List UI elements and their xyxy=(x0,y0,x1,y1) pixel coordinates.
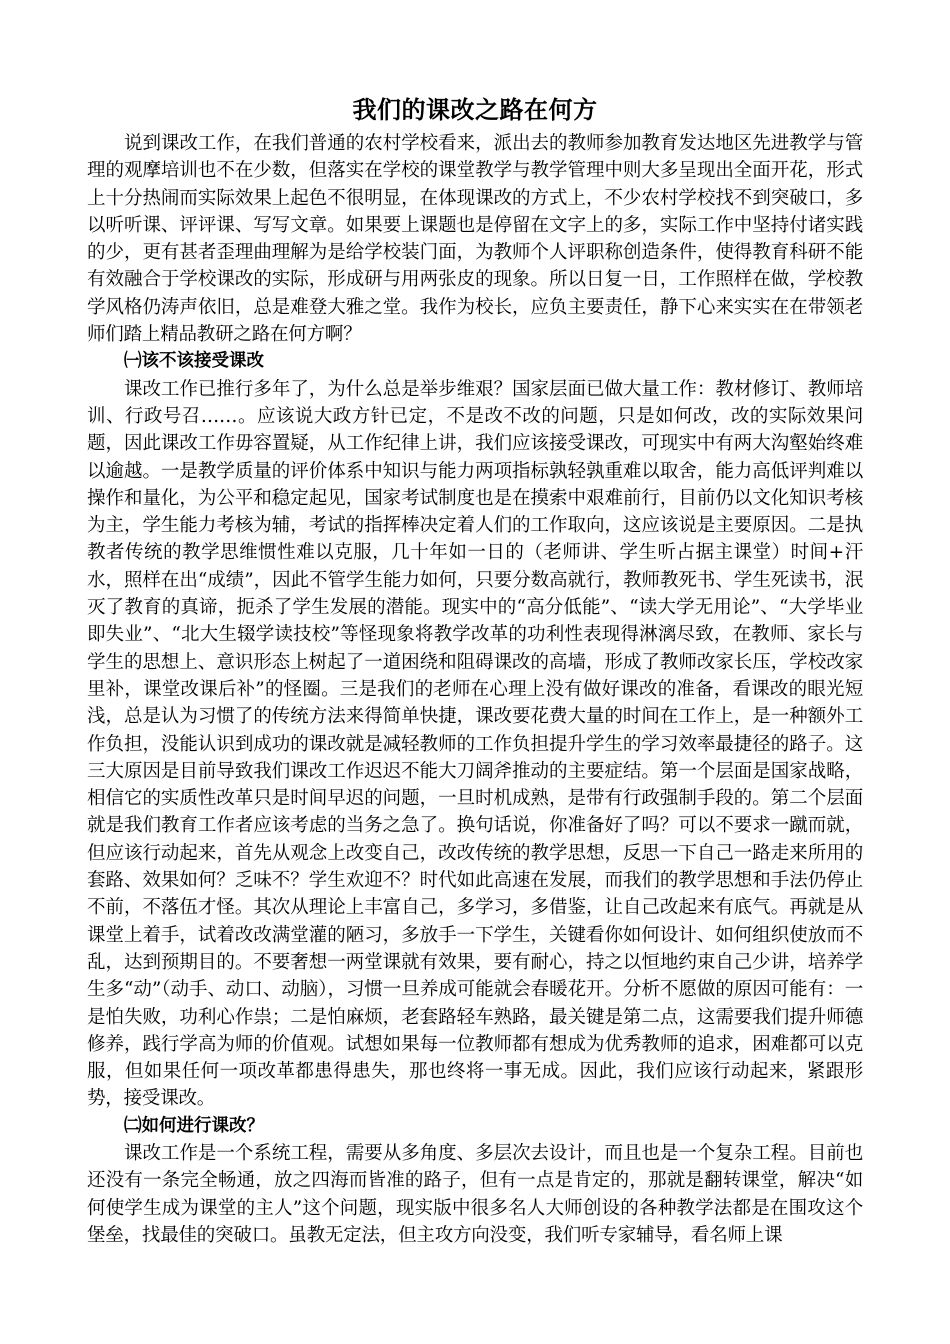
intro-paragraph: 说到课改工作，在我们普通的农村学校看来，派出去的教师参加教育发达地区先进教学与管理的观摩培训也不在少数，但落实在学校的课堂教学与教学管理中则大多呈现出全面开花，形式上十分热闹而实际效果上起色不很明显，在体现课改的方式上，不少农村学校找不到突破口，多以听听课、评评课、写写文章。如果要上课题也是停留在文字上的多，实际工作中坚持付诸实践的少，更有甚者歪理曲理解为是给学校装门面，为教师个人评职称创造条件，使得教育科研不能有效融合于学校课改的实际，形成研与用两张皮的现象。所以日复一日，工作照样在做，学校教学风格仍涛声依旧，总是难登大雅之堂。我作为校长，应负主要责任，静下心来实实在在带领老师们踏上精品教研之路在何方啊？ xyxy=(87,133,863,346)
section-1-paragraph: 课改工作已推行多年了，为什么总是举步维艰？国家层面已做大量工作：教材修订、教师培训、行政号召……。应该说大政方针已定，不是改不改的问题，只是如何改，改的实际效果问题，因此课改工作毋容置疑，从工作纪律上讲，我们应该接受课改，可现实中有两大沟壑始终难以逾越。一是教学质量的评价体系中知识与能力两项指标孰轻孰重难以取舍，能力高低评判难以操作和量化，为公平和稳定起见，国家考试制度也是在摸索中艰难前行，目前仍以文化知识考核为主，学生能力考核为辅，考试的指挥棒决定着人们的工作取向，这应该说是主要原因。二是执教者传统的教学思维惯性难以克服，几十年如一日的（老师讲、学生听占据主课堂）时间+汗水，照样在出“成绩”，因此不管学生能力如何，只要分数高就行，教师教死书、学生死读书，泯灭了教育的真谛，扼杀了学生发展的潜能。现实中的“高分低能”、“读大学无用论”、“大学毕业即失业”、“北大生辍学读技校”等怪现象将教学改革的功利性表现得淋漓尽致，在教师、家长与学生的思想上、意识形态上树起了一道困绕和阻碍课改的高墙，形成了教师改家长压，学校改家里补，课堂改课后补”的怪圈。三是我们的老师在心理上没有做好课改的准备，看课改的眼光短浅，总是认为习惯了的传统方法来得简单快捷，课改要花费大量的时间在工作上，是一种额外工作负担，没能认识到成功的课改就是减轻教师的工作负担提升学生的学习效率最捷径的路子。这三大原因是目前导致我们课改工作迟迟不能大刀阔斧推动的主要症结。第一个层面是国家战略，相信它的实质性改革只是时间早迟的问题，一旦时机成熟，是带有行政强制手段的。第二个层面就是我们教育工作者应该考虑的当务之急了。换句话说，你准备好了吗？可以不要求一蹴而就，但应该行动起来，首先从观念上改变自己，改改传统的教学思想，反思一下自己一路走来所用的套路、效果如何？乏味不？学生欢迎不？时代如此高速在发展，而我们的教学思想和手法仍停止不前，不落伍才怪。其次从理论上丰富自己，多学习，多借鉴，让自己改起来有底气。再就是从课堂上着手，试着改改满堂灌的陋习，多放手一下学生，关键看你如何设计、如何组织使放而不乱，达到预期目的。不要奢想一两堂课就有效果，要有耐心，持之以恒地约束自己少讲，培养学生多“动”（动手、动口、动脑），习惯一旦养成可能就会春暖花开。分析不愿做的原因可能有：一是怕失败，功利心作祟；二是怕麻烦，老套路轻车熟路，最关键是第二点，这需要我们提升师德修养，践行学高为师的价值观。试想如果每一位教师都有想成为优秀教师的追求，困难都可以克服，但如果任何一项改革都患得患失，那也终将一事无成。因此，我们应该行动起来，紧跟形势，接受课改。 xyxy=(87,378,863,1110)
document-title: 我们的课改之路在何方 xyxy=(352,96,598,124)
section-2-heading: ㈡如何进行课改？ xyxy=(124,1115,264,1136)
document-page xyxy=(87,84,863,1249)
section-1-heading: ㈠该不该接受课改 xyxy=(124,351,264,372)
section-2-paragraph: 课改工作是一个系统工程，需要从多角度、多层次去设计，而且也是一个复杂工程。目前也还没有一条完全畅通，放之四海而皆准的路子，但有一点是肯定的，那就是翻转课堂，解决“如何使学生成为课堂的主人”这个问题，现实版中很多名人大师创设的各种教学法都是在围攻这个堡垒，找最佳的突破口。虽教无定法，但主攻方向没变，我们听专家辅导，看名师上课 xyxy=(87,1142,863,1246)
